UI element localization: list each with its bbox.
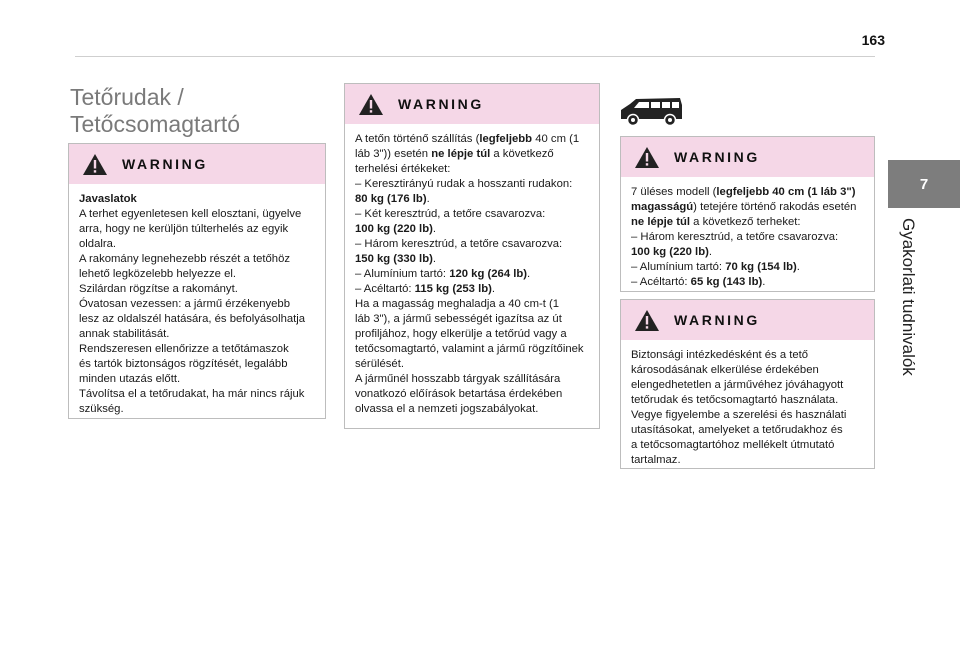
text-run-bold: 150 kg (330 lb) [355, 253, 433, 265]
box1-line: Rendszeresen ellenőrizze a tetőtámaszok [79, 343, 289, 355]
text-run: . [762, 276, 766, 288]
warning-body [345, 124, 599, 425]
warning-triangle-icon [634, 146, 660, 169]
box4-line: Biztonsági intézkedésként és a tető [631, 349, 809, 361]
warning-title: WARNING [398, 96, 484, 112]
box2-line: Ha a magasság meghaladja a 40 cm-t (1 [355, 298, 560, 310]
chapter-number: 7 [919, 175, 929, 193]
text-run: 7 üléses modell ( [631, 186, 717, 198]
box2-line: vonatkozó előírások betartása érdekében [355, 388, 563, 400]
warning-box-approved-racks [620, 299, 875, 469]
warning-box-roof-loads [344, 83, 600, 429]
box4-line: utasításokat, amelyeket a tetőrudakhoz és [631, 424, 843, 436]
box4-line: tartalmaz. [631, 454, 681, 466]
text-run: láb 3")) esetén [355, 148, 432, 160]
section-title [70, 84, 325, 138]
box1-line: lesz az oldalszél hatására, és befolyásolhatja [79, 313, 306, 325]
box1-line: A rakomány legnehezebb részét a tetőhöz [79, 253, 291, 265]
text-run: . [432, 253, 436, 265]
box1-subtitle: Javaslatok [79, 193, 137, 205]
box3-item2 [631, 260, 866, 275]
box2-line: tetőcsomagtartó, valamint a jármű rögzítőinek [355, 343, 584, 355]
box1-line: Óvatosan vezessen: a jármű érzékenyebb [79, 298, 290, 310]
box1-line: lehető legközelebb helyezze el. [79, 268, 237, 280]
box1-line: Szilárdan rögzítse a rakományt. [79, 283, 238, 295]
box2-item1-value [355, 192, 591, 207]
box3-item3 [631, 275, 866, 290]
box1-line: A terhet egyenletesen kell elosztani, ügyelve [79, 208, 302, 220]
warning-header [69, 144, 325, 184]
box2-intro-line1 [355, 132, 591, 147]
warning-box-7-seat [620, 136, 875, 292]
text-run-bold: ne lépje túl [631, 216, 691, 228]
box2-line: láb 3"), a jármű sebességét igazítsa az út [355, 313, 562, 325]
box1-line: és tartók biztonságos rögzítését, legalább [79, 358, 288, 370]
box3-line2 [631, 200, 866, 215]
box4-line: Vegye figyelembe a szerelési és használati [631, 409, 847, 421]
warning-body [621, 177, 874, 298]
box4-line: elengedhetetlen a járművéhez jóváhagyott [631, 379, 844, 391]
text-run-bold: 120 kg (264 lb) [449, 268, 528, 280]
warning-title: WARNING [122, 156, 208, 172]
box1-line: oldalra. [79, 238, 117, 250]
box2-line: profiljához, hogy elkerülje a tetőrúd vagy a [355, 328, 567, 340]
warning-header [345, 84, 599, 124]
text-run-bold: 100 kg (220 lb) [631, 246, 709, 258]
text-run: 40 cm (1 [532, 133, 580, 145]
text-run-bold: legfeljebb 40 cm (1 láb 3") [716, 186, 856, 198]
text-run: . [708, 246, 712, 258]
warning-body [621, 340, 874, 476]
warning-header [621, 300, 874, 340]
text-run: – Acéltartó: [355, 283, 415, 295]
box2-item4 [355, 267, 591, 282]
box2-line: olvassa el a nemzeti jogszabályokat. [355, 403, 539, 415]
chapter-tab[interactable] [888, 160, 960, 208]
text-run: – Alumínium tartó: [355, 268, 450, 280]
box2-item2-value [355, 222, 591, 237]
box1-line: annak stabilitását. [79, 328, 170, 340]
warning-title: WARNING [674, 149, 760, 165]
section-title-line2: Tetőcsomagtartó [70, 111, 241, 137]
box2-item5 [355, 282, 591, 297]
warning-triangle-icon [82, 153, 108, 176]
box3-line1 [631, 185, 866, 200]
text-run-bold: 65 kg (143 lb) [690, 276, 763, 288]
text-run: . [491, 283, 496, 295]
box2-item3-value [355, 252, 591, 267]
box3-item1-label: – Három keresztrúd, a tetőre csavarozva: [631, 231, 839, 243]
warning-header [621, 137, 874, 177]
box2-line: sérülését. [355, 358, 404, 370]
text-run: – Acéltartó: [631, 276, 691, 288]
text-run-bold: 100 kg (220 lb) [355, 223, 433, 235]
warning-box-recommendations [68, 143, 326, 419]
chapter-title: Gyakorlati tudnivalók [899, 218, 918, 376]
box2-item3-label: – Három keresztrúd, a tetőre csavarozva: [355, 238, 563, 250]
text-run-bold: legfeljebb [479, 133, 533, 145]
box1-line: minden utazás előtt. [79, 373, 181, 385]
text-run: – Alumínium tartó: [631, 261, 726, 273]
text-run: A tetőn történő szállítás ( [355, 133, 480, 145]
warning-triangle-icon [358, 93, 384, 116]
text-run-bold: ne lépje túl [431, 148, 491, 160]
box4-line: károsodásának elkerülése érdekében [631, 364, 819, 376]
text-run: a következő [490, 148, 554, 160]
box2-item1-label: – Keresztirányú rudak a hosszanti rudakon: [355, 178, 573, 190]
page-number: 163 [861, 32, 885, 48]
box3-line3 [631, 215, 866, 230]
box2-item2-label: – Két keresztrúd, a tetőre csavarozva: [355, 208, 546, 220]
warning-body [69, 184, 325, 425]
box4-line: tetőrudak és tetőcsomagtartó használata. [631, 394, 839, 406]
text-run: ) tetejére történő rakodás esetén [693, 201, 857, 213]
text-run: . [432, 223, 436, 235]
box1-line: Távolítsa el a tetőrudakat, ha már nincs rájuk [79, 388, 305, 400]
text-run-bold: 70 kg (154 lb) [725, 261, 797, 273]
car-side-icon [618, 95, 684, 127]
box2-line: A járműnél hosszabb tárgyak szállítására [355, 373, 561, 385]
text-run: . [426, 193, 430, 205]
box1-line: szükség. [79, 403, 124, 415]
text-run-bold: 115 kg (253 lb) [414, 283, 492, 295]
text-run: a következő terheket: [690, 216, 801, 228]
box4-line: a tetőcsomagtartóhoz mellékelt útmutató [631, 439, 835, 451]
warning-title: WARNING [674, 312, 760, 328]
header-rule [75, 56, 875, 57]
box1-line: arra, hogy ne kerüljön túlterhelés az egyik [79, 223, 289, 235]
warning-triangle-icon [634, 309, 660, 332]
section-title-line1: Tetőrudak / [70, 84, 184, 110]
text-run-bold: 80 kg (176 lb) [355, 193, 427, 205]
text-run-bold: magasságú [631, 201, 694, 213]
box3-item1-value [631, 245, 866, 260]
text-run: . [796, 261, 800, 273]
text-run: . [527, 268, 531, 280]
box2-intro-line2 [355, 147, 591, 162]
box2-intro-line3: terhelési értékeket: [355, 163, 451, 175]
